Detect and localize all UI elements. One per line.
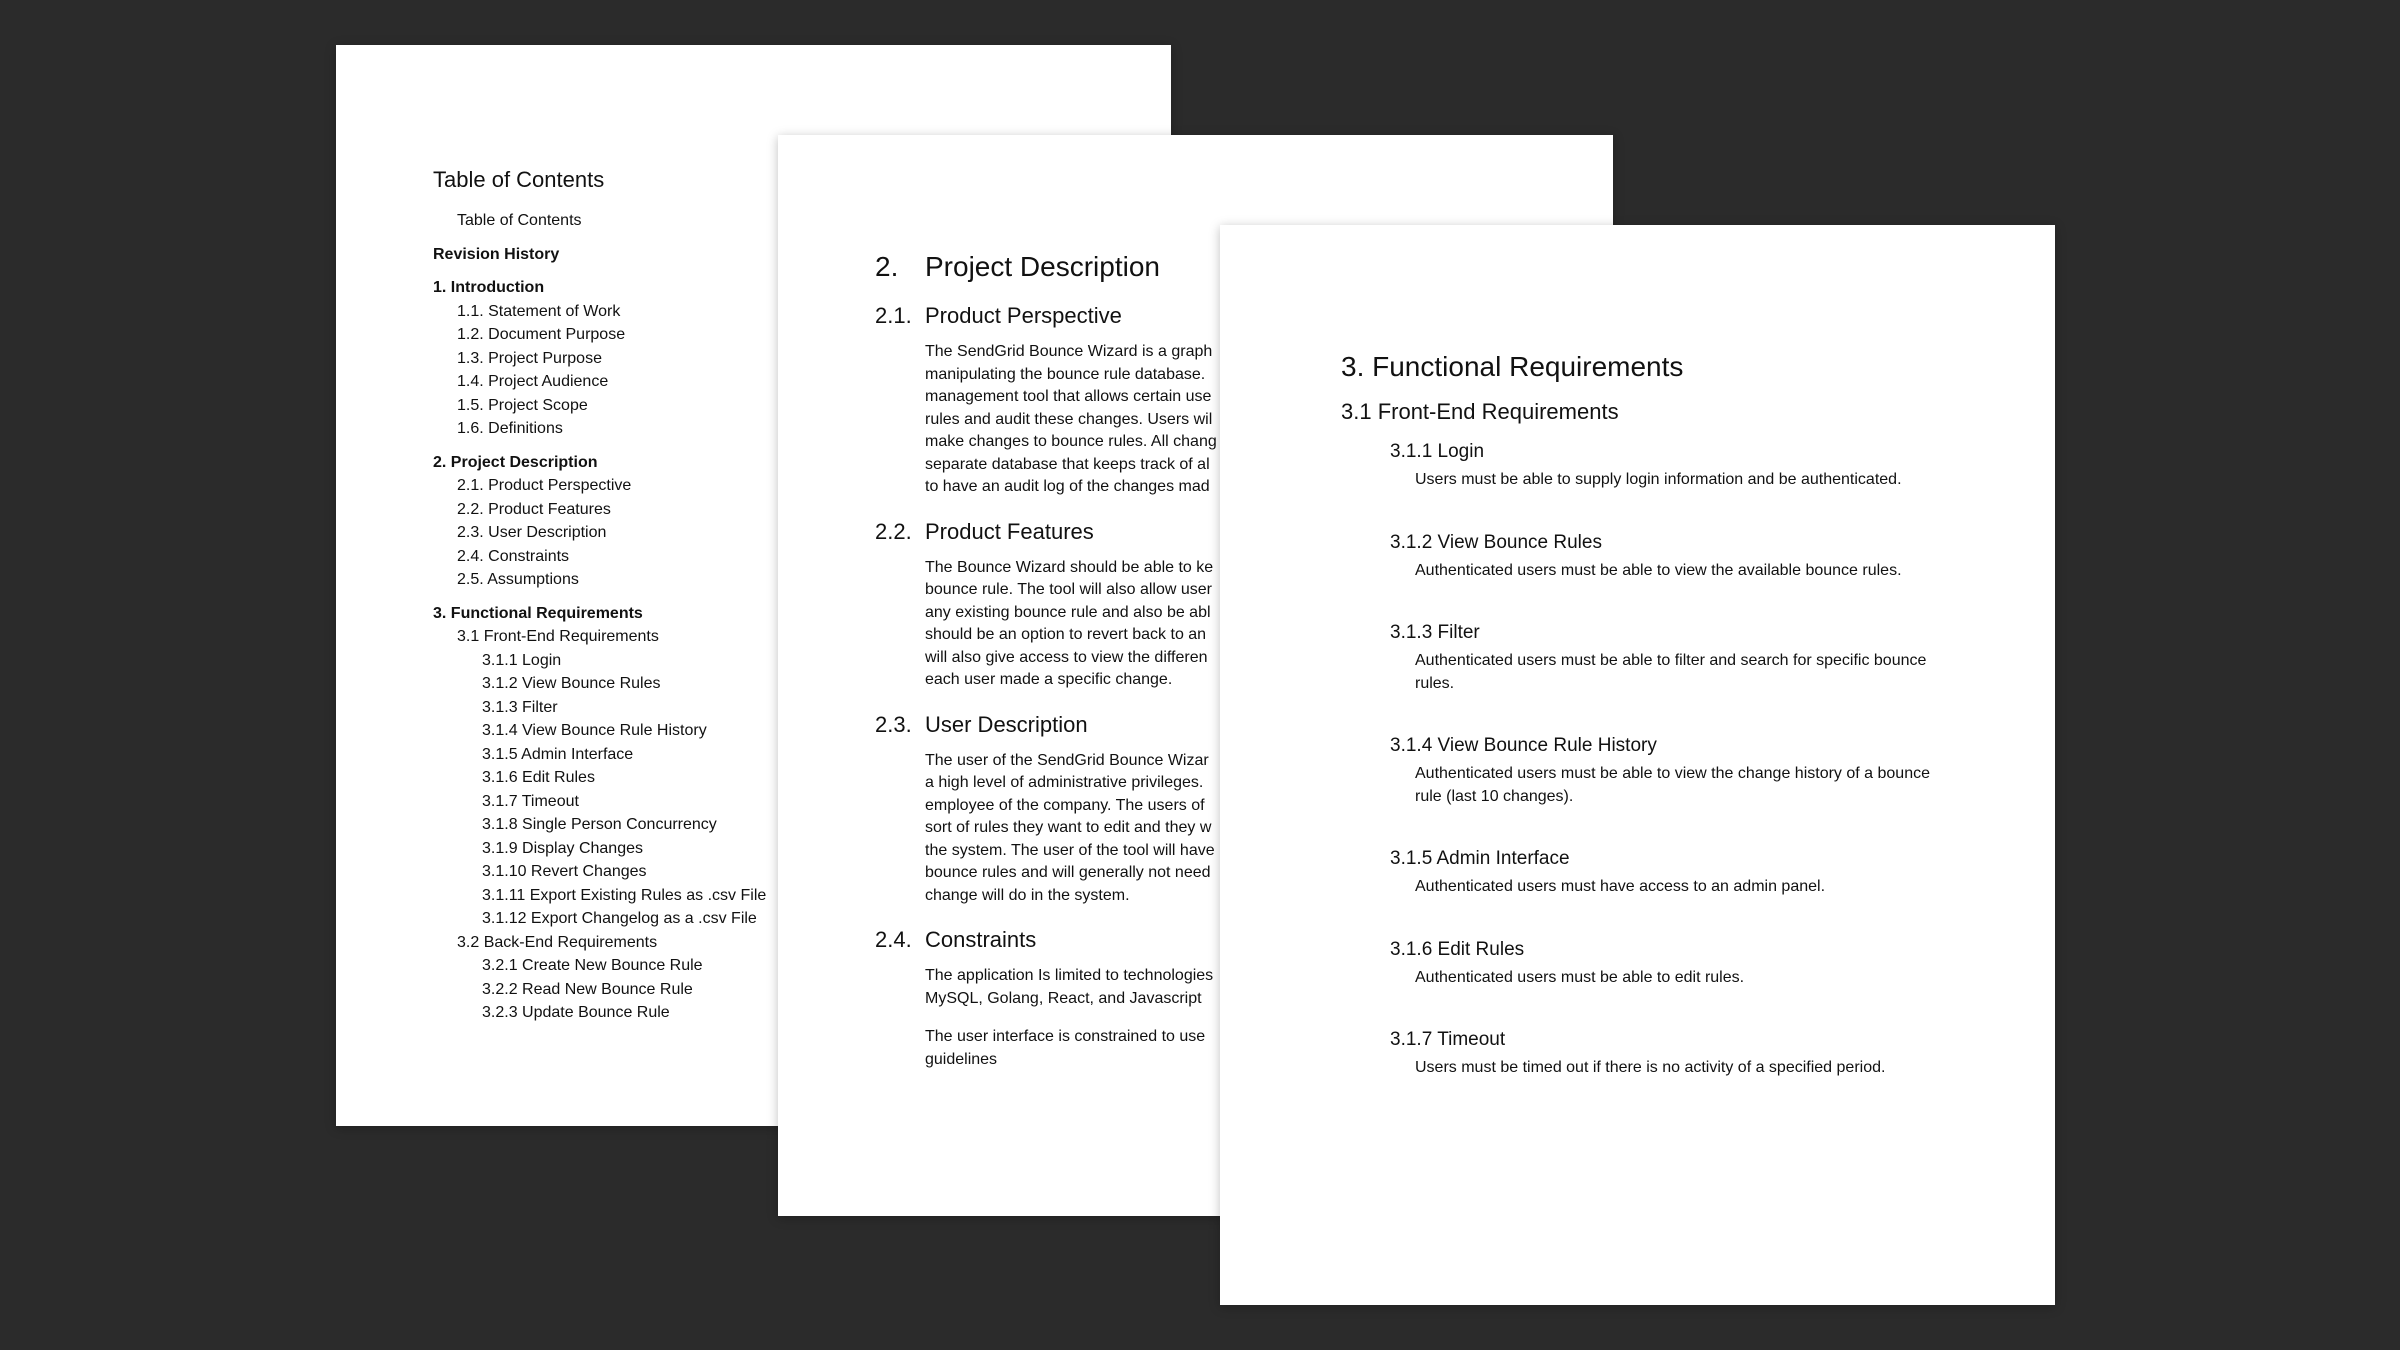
subsection-number: 2.4. xyxy=(875,927,912,952)
toc-entry: 3.1.7 Timeout xyxy=(482,792,579,810)
toc-entry: Table of Contents xyxy=(457,212,582,229)
toc-entry: 3.1.1 Login xyxy=(482,651,562,669)
requirement-text xyxy=(1415,469,2021,492)
toc-entry: 3.1.8 Single Person Concurrency xyxy=(482,816,717,833)
paragraph-line: to have an audit log of the changes mad xyxy=(925,478,1210,495)
paragraph-line: the system. The user of the tool will have xyxy=(925,841,1215,859)
toc-entry: 2.4. Constraints xyxy=(457,547,570,565)
toc-entry: 3.1.12 Export Changelog as a .csv File xyxy=(482,910,757,927)
requirement-title: 3.1.2 View Bounce Rules xyxy=(1390,531,1602,553)
toc-entry: 3.1.2 View Bounce Rules xyxy=(482,675,661,692)
subsection-number: 2.2. xyxy=(875,518,912,544)
toc-entry: 1. Introduction xyxy=(433,279,545,296)
toc-entry: 1.5. Project Scope xyxy=(457,396,588,414)
paragraph-line: The user interface is constrained to use xyxy=(925,1028,1206,1045)
section-title: Project Description xyxy=(925,251,1160,282)
paragraph-line: rules and audit these changes. Users wil xyxy=(925,410,1213,428)
subsection-title: Product Perspective xyxy=(925,303,1122,328)
paragraph-line: bounce rules and will generally not need xyxy=(925,864,1211,881)
toc-entry: 3.1 Front-End Requirements xyxy=(457,628,659,645)
paragraph-line: MySQL, Golang, React, and Javascript xyxy=(925,989,1202,1007)
requirements-list xyxy=(1341,441,2021,1080)
toc-entry: 3.1.11 Export Existing Rules as .csv File xyxy=(482,886,767,904)
requirement-line: Authenticated users must be able to view the change history of a bounce xyxy=(1415,765,1930,782)
requirement xyxy=(1390,1029,2021,1080)
requirement-title: 3.1.7 Timeout xyxy=(1390,1029,1506,1050)
paragraph-line: change will do in the system. xyxy=(925,886,1130,904)
requirement-line: Authenticated users must have access to an admin panel. xyxy=(1415,878,1826,895)
subsection-number: 2.1. xyxy=(875,303,912,328)
subsection-number: 2.3. xyxy=(875,711,912,737)
toc-title: Table of Contents xyxy=(433,167,605,192)
functional-requirements-page xyxy=(1220,225,2055,1305)
toc-entry: 2.1. Product Perspective xyxy=(457,477,632,494)
paragraph-line: management tool that allows certain use xyxy=(925,388,1212,405)
requirement-title: 3.1.5 Admin Interface xyxy=(1390,848,1570,869)
toc-entry: 2.3. User Description xyxy=(457,524,607,541)
toc-entry: Revision History xyxy=(433,245,560,263)
paragraph-line: The Bounce Wizard should be able to ke xyxy=(925,558,1214,576)
requirement-text xyxy=(1415,763,2021,808)
requirement xyxy=(1390,622,2021,695)
toc-entry: 3.2.2 Read New Bounce Rule xyxy=(482,980,693,998)
requirement-text xyxy=(1415,967,2021,990)
toc-entry: 3.1.9 Display Changes xyxy=(482,839,643,857)
requirement xyxy=(1390,939,2021,990)
paragraph-line: sort of rules they want to edit and they w xyxy=(925,819,1212,836)
requirement-line: Users must be able to supply login information and be authenticated. xyxy=(1415,471,1902,488)
paragraph-line: employee of the company. The users of xyxy=(925,796,1205,814)
requirement-line: rule (last 10 changes). xyxy=(1415,787,1574,805)
toc-entry: 1.3. Project Purpose xyxy=(457,349,602,367)
requirement-text xyxy=(1415,1057,2021,1080)
requirement-title: 3.1.6 Edit Rules xyxy=(1390,938,1525,960)
toc-entry: 3.1.5 Admin Interface xyxy=(482,745,634,763)
toc-entry: 3.2 Back-End Requirements xyxy=(457,933,658,951)
toc-entry: 3.1.4 View Bounce Rule History xyxy=(482,722,707,739)
requirement-title: 3.1.1 Login xyxy=(1390,441,1485,462)
paragraph-line: each user made a specific change. xyxy=(925,671,1173,688)
toc-entry: 2.5. Assumptions xyxy=(457,571,579,588)
requirement xyxy=(1390,441,2021,492)
requirement-text xyxy=(1415,876,2021,899)
toc-entry: 1.6. Definitions xyxy=(457,420,563,437)
paragraph-line: The user of the SendGrid Bounce Wizar xyxy=(925,751,1209,769)
toc-entry: 2. Project Description xyxy=(433,453,598,471)
paragraph-line: a high level of administrative privileges. xyxy=(925,774,1204,791)
paragraph-line: any existing bounce rule and also be abl xyxy=(925,603,1211,621)
subsection-title: Product Features xyxy=(925,518,1094,544)
toc-entry: 3. Functional Requirements xyxy=(433,604,643,622)
paragraph-line: guidelines xyxy=(925,1050,998,1068)
paragraph-line: The application Is limited to technologies xyxy=(925,967,1214,984)
requirement-line: rules. xyxy=(1415,674,1455,692)
paragraph-line: separate database that keeps track of al xyxy=(925,455,1210,473)
toc-entry: 3.2.1 Create New Bounce Rule xyxy=(482,957,703,974)
requirement-text xyxy=(1415,560,2021,583)
requirement-line: Users must be timed out if there is no activity of a specified period. xyxy=(1415,1059,1886,1076)
requirement-line: Authenticated users must be able to edit rules. xyxy=(1415,968,1745,986)
toc-entry: 3.1.3 Filter xyxy=(482,698,558,716)
requirement-title: 3.1.3 Filter xyxy=(1390,622,1480,643)
requirements-heading: 3. Functional Requirements xyxy=(1341,351,1684,382)
requirement xyxy=(1390,532,2021,583)
section-number: 2. xyxy=(875,251,899,282)
functional-requirements-content xyxy=(1341,351,2021,1120)
subsection-title: Constraints xyxy=(925,927,1037,952)
requirement-line: Authenticated users must be able to view the available bounce rules. xyxy=(1415,561,1902,579)
paragraph-line: bounce rule. The tool will also allow user xyxy=(925,581,1212,598)
requirement xyxy=(1390,848,2021,899)
toc-entry: 2.2. Product Features xyxy=(457,500,611,518)
requirements-subheading: 3.1 Front-End Requirements xyxy=(1341,399,1619,424)
paragraph-line: will also give access to view the differen xyxy=(925,648,1208,666)
paragraph-line: should be an option to revert back to an xyxy=(925,626,1207,643)
requirement-text xyxy=(1415,650,2021,695)
requirement-title: 3.1.4 View Bounce Rule History xyxy=(1390,735,1657,756)
toc-entry: 3.2.3 Update Bounce Rule xyxy=(482,1004,670,1021)
toc-entry: 3.1.10 Revert Changes xyxy=(482,863,647,880)
paragraph-line: make changes to bounce rules. All chang xyxy=(925,433,1217,450)
toc-entry: 3.1.6 Edit Rules xyxy=(482,769,595,786)
requirement xyxy=(1390,735,2021,808)
paragraph-line: The SendGrid Bounce Wizard is a graph xyxy=(925,343,1213,360)
paragraph-line: manipulating the bounce rule database. xyxy=(925,365,1206,383)
requirement-line: Authenticated users must be able to filter and search for specific bounce xyxy=(1415,652,1927,669)
toc-entry: 1.1. Statement of Work xyxy=(457,302,621,320)
toc-entry: 1.2. Document Purpose xyxy=(457,326,626,343)
subsection-title: User Description xyxy=(925,711,1088,737)
toc-entry: 1.4. Project Audience xyxy=(457,373,609,390)
